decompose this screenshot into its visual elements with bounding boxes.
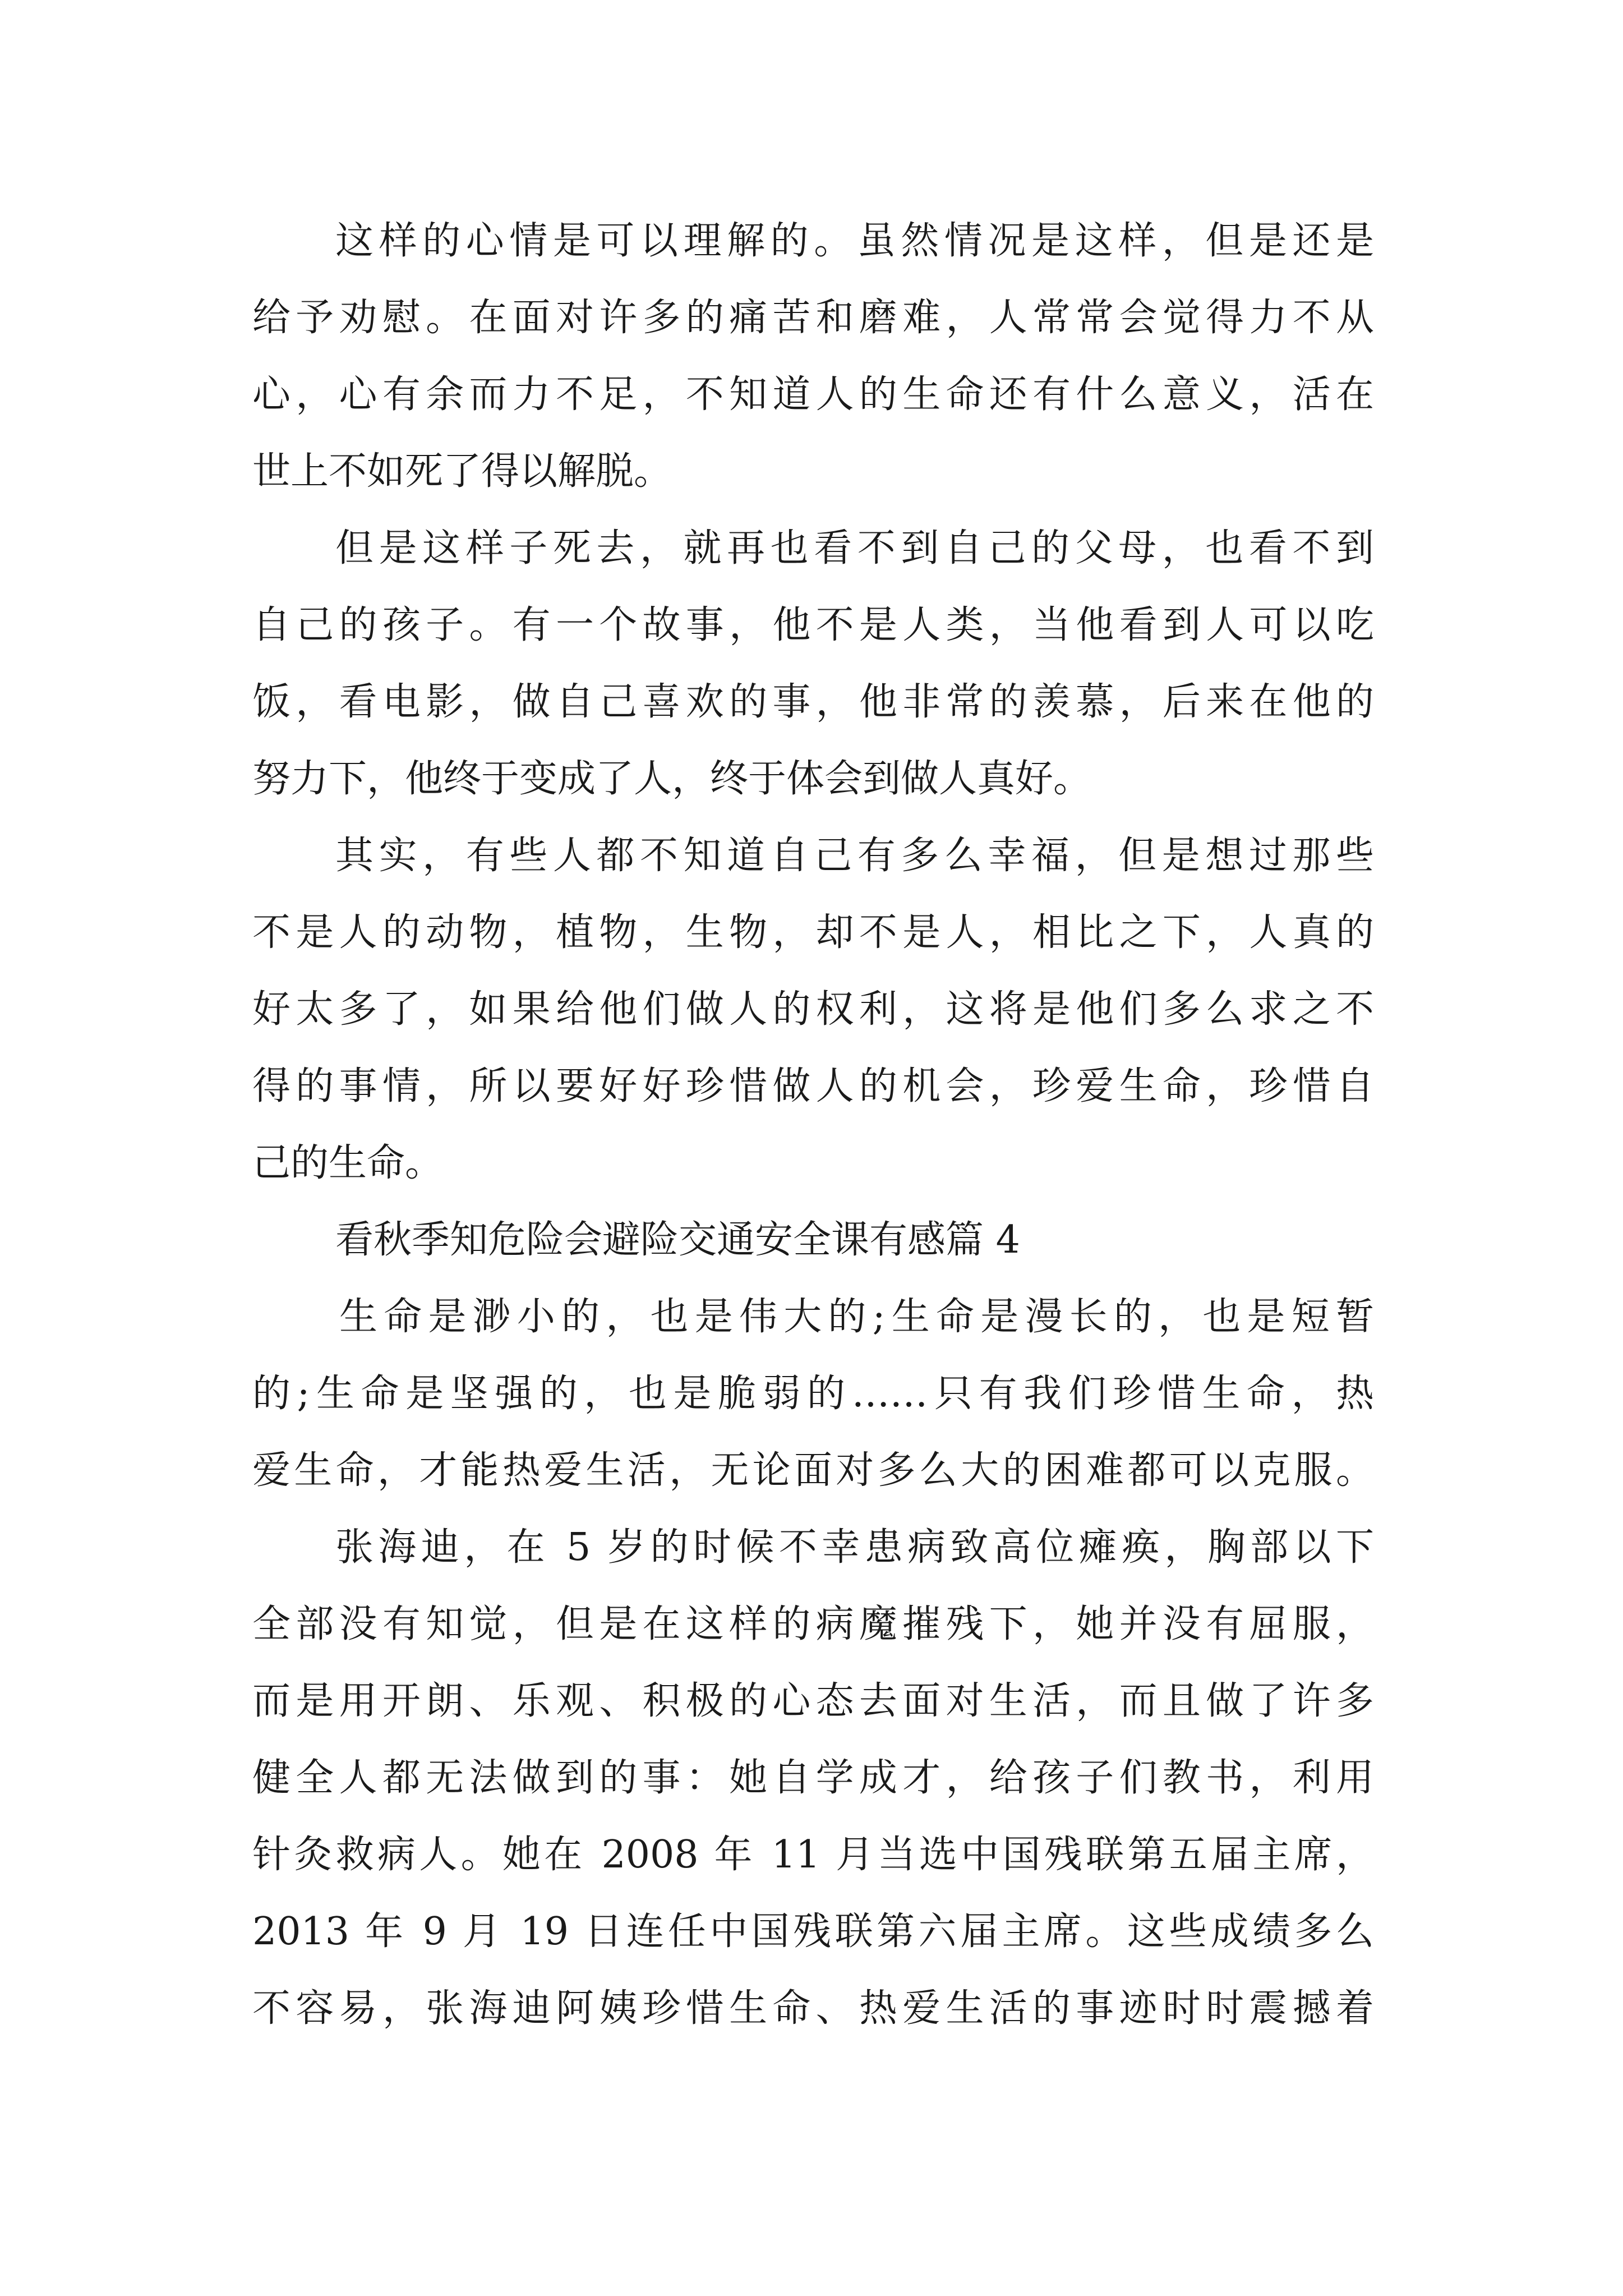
text-line: 好太多了，如果给他们做人的权利，这将是他们多么求之不: [252, 987, 1374, 1032]
text-line: 这样的心情是可以理解的。虽然情况是这样，但是还是: [335, 219, 1374, 263]
text-line: 的;生命是坚强的，也是脆弱的……只有我们珍惜生命，热: [252, 1372, 1374, 1416]
text-line: 自己的孩子。有一个故事，他不是人类，当他看到人可以吃: [252, 603, 1374, 647]
text-line: 世上不如死了得以解脱。: [252, 449, 672, 494]
text-line: 健全人都无法做到的事：她自学成才，给孩子们教书，利用: [252, 1756, 1374, 1800]
text-line: 但是这样子死去，就再也看不到自己的父母，也看不到: [335, 526, 1374, 570]
text-line: 爱生命，才能热爱生活，无论面对多么大的困难都可以克服。: [252, 1448, 1374, 1493]
text-line: 全部没有知觉，但是在这样的病魔摧残下，她并没有屈服，: [252, 1602, 1374, 1646]
text-line: 得的事情，所以要好好珍惜做人的机会，珍爱生命，珍惜自: [252, 1064, 1374, 1108]
text-line: 努力下，他终于变成了人，终于体会到做人真好。: [252, 757, 1092, 801]
text-line: 张海迪，在 5 岁的时候不幸患病致高位瘫痪，胸部以下: [335, 1525, 1374, 1570]
text-line: 2013 年 9 月 19 日连任中国残联第六届主席。这些成绩多么: [252, 1910, 1374, 1954]
text-line: 己的生命。: [252, 1141, 444, 1185]
text-line: 其实，有些人都不知道自己有多么幸福，但是想过那些: [335, 834, 1374, 878]
text-line: 生命是渺小的，也是伟大的;生命是漫长的，也是短暂: [339, 1295, 1374, 1339]
text-line: 而是用开朗、乐观、积极的心态去面对生活，而且做了许多: [252, 1679, 1374, 1723]
text-line: 针灸救病人。她在 2008 年 11 月当选中国残联第五届主席，: [252, 1833, 1374, 1877]
text-line: 给予劝慰。在面对许多的痛苦和磨难，人常常会觉得力不从: [252, 296, 1374, 340]
section-heading: 看秋季知危险会避险交通安全课有感篇 4: [335, 1218, 1020, 1262]
text-line: 不是人的动物，植物，生物，却不是人，相比之下，人真的: [252, 910, 1374, 955]
text-line: 不容易，张海迪阿姨珍惜生命、热爱生活的事迹时时震撼着: [252, 1986, 1374, 2031]
text-line: 饭，看电影，做自己喜欢的事，他非常的羡慕，后来在他的: [252, 680, 1374, 724]
text-line: 心，心有余而力不足，不知道人的生命还有什么意义，活在: [252, 372, 1374, 417]
